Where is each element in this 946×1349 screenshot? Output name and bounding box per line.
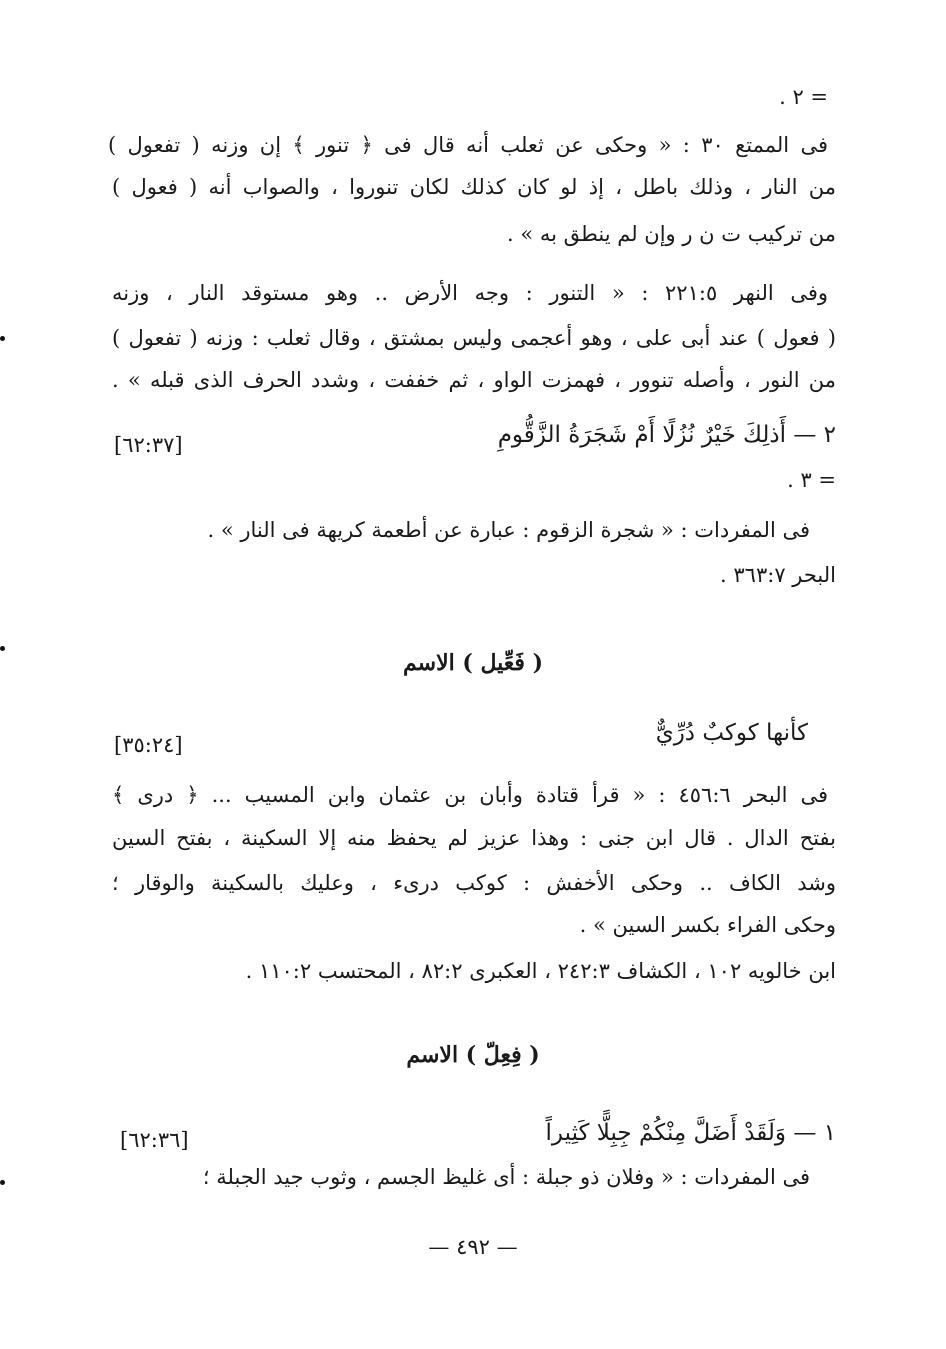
section-heading: ( فَعِّيل ) الاسم [403,650,543,676]
quran-verse: ٢ — أَذلِكَ خَيْرٌ نُزُلًا أَمْ شَجَرَةُ الزَّقُّومِ [497,422,836,448]
text-line: = ٢ . [779,85,828,109]
text-line: من تركيب ت ن ر وإن لم ينطق به » . [506,222,836,246]
text-line: ( فعول ) عند أبى على ، وهو أعجمى وليس بمشتق ، وقال ثعلب : وزنه ( تفعول ) [112,326,836,350]
text-line: ابن خالويه ١٠٢ ، الكشاف ٢٤٢:٣ ، العكبرى ٨٢:٢ ، المحتسب ١١٠:٢ . [245,959,836,983]
text-line: فى المفردات : « شجرة الزقوم : عبارة عن أطعمة كريهة فى النار » . [207,518,810,542]
scan-mark [0,1180,5,1185]
quran-verse: ١ — وَلَقَدْ أَضَلَّ مِنْكُمْ جِبِلًّا كَثِيراً [545,1120,836,1146]
verse-reference: [٦٢:٣٦] [120,1128,189,1152]
text-line: من النور ، وأصله تنوور ، فهمزت الواو ، ثم خففت ، وشدد الحرف الذى قبله » . [112,368,836,392]
scan-mark [0,336,5,341]
text-line: فى البحر ٤٥٦:٦ : « قرأ قتادة وأبان بن عثمان وابن المسيب ... ﴿ درى ﴾ [112,783,828,807]
text-line: وشد الكاف .. وحكى الأخفش : كوكب درىء ، وعليك بالسكينة والوقار ؛ [112,871,836,895]
text-line: البحر ٣٦٣:٧ . [720,563,836,587]
verse-reference: [٣٥:٢٤] [114,733,183,757]
quran-verse: كأنها كوكبٌ دُرِّيٌّ [655,720,808,746]
text-line: وفى النهر ٢٢١:٥ : « التنور : وجه الأرض .. وهو مستوقد النار ، وزنه [112,281,829,305]
text-line: وحكى الفراء بكسر السين » . [579,913,836,937]
verse-reference: [٦٢:٣٧] [114,433,183,457]
text-line: = ٣ . [787,468,836,492]
text-line: بفتح الدال . قال ابن جنى : وهذا عزيز لم يحفظ منه إلا السكينة ، بفتح السين [112,826,836,850]
page-number: — ٤٩٢ — [428,1235,518,1259]
text-line: فى الممتع ٣٠ : « وحكى عن ثعلب أنه قال فى ﴿ تنور ﴾ إن وزنه ( تفعول ) [108,133,828,157]
text-line: فى المفردات : « وفلان ذو جبلة : أى غليظ الجسم ، وثوب جيد الجبلة ؛ [202,1165,810,1189]
scan-mark [0,646,5,651]
text-line: من النار ، وذلك باطل ، إذ لو كان كذلك لكان تنوروا ، والصواب أنه ( فعول ) [112,175,836,199]
section-heading: ( فِعِلّ ) الاسم [406,1042,540,1068]
